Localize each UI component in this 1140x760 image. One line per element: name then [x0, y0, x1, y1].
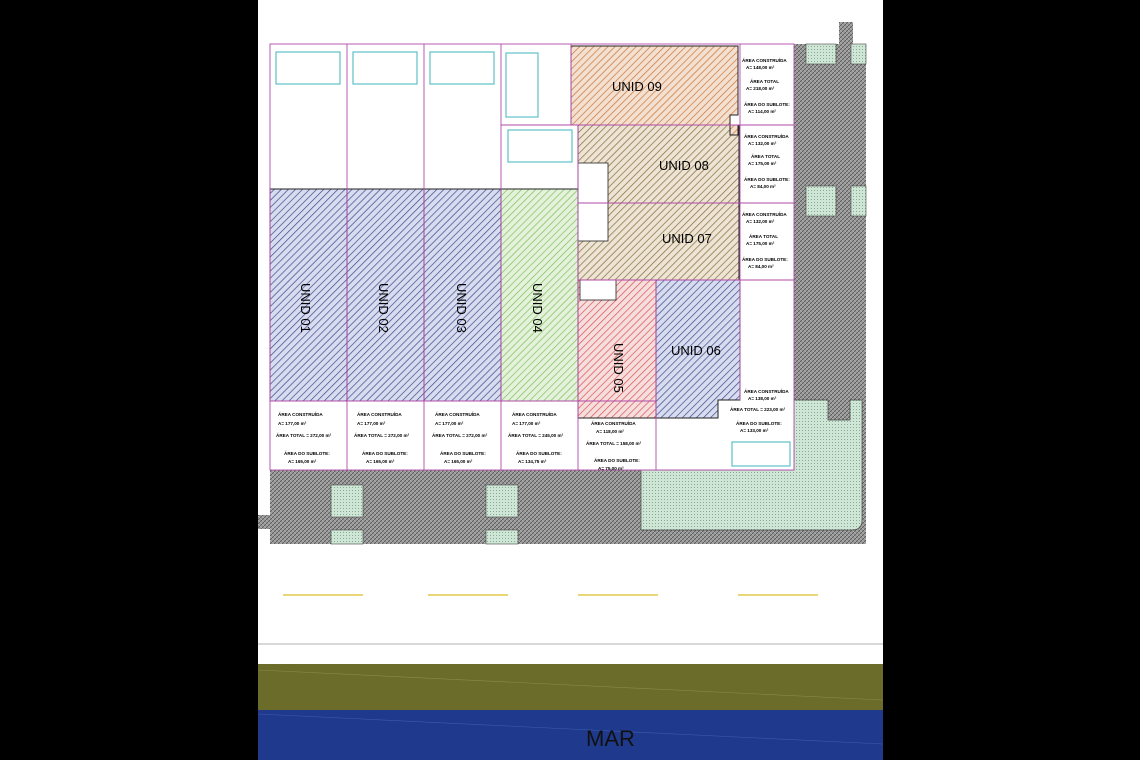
garden-box: [331, 485, 363, 517]
unit-06-label: UNID 06: [671, 343, 721, 358]
site-plan-drawing: [258, 0, 883, 760]
unit-07-built-value: A= 132,00 m²: [746, 219, 775, 224]
unit-06-sublot-value: A= 133,00 m²: [740, 428, 769, 433]
unit-01-sublot-value: A= 165,00 m²: [288, 459, 317, 464]
garden-box: [851, 186, 866, 216]
unit-07-built-label: ÁREA CONSTRUÍDA: [742, 212, 787, 217]
unit-06-built-label: ÁREA CONSTRUÍDA: [744, 389, 789, 394]
unit-09-sublot-label: ÁREA DO SUBLOTE:: [744, 102, 790, 107]
unit-08-total-value: A= 175,00 m²: [748, 161, 777, 166]
unit-06-sublot-label: ÁREA DO SUBLOTE:: [736, 421, 782, 426]
paving-top-notch: [839, 22, 853, 46]
unit-08-patio: [578, 163, 608, 241]
unit-02-sublot-label: ÁREA DO SUBLOTE:: [362, 451, 408, 456]
unit-08-total-label: ÁREA TOTAL: [751, 154, 781, 159]
unit-09-built-label: ÁREA CONSTRUÍDA: [742, 58, 787, 63]
garden-box: [486, 485, 518, 517]
garden-box: [851, 44, 866, 64]
unit-07-label: UNID 07: [662, 231, 712, 246]
unit-05-sublot-value: A= 75,00 m²: [598, 466, 624, 471]
unit-02-built-label: ÁREA CONSTRUÍDA: [357, 412, 402, 417]
unit-03-built-value: A= 177,00 m²: [435, 421, 464, 426]
unit-07-sublot-value: A= 84,00 m²: [748, 264, 774, 269]
unit-01-built-label: ÁREA CONSTRUÍDA: [278, 412, 323, 417]
unit-02-label: UNID 02: [376, 283, 391, 333]
unit-03-total: ÁREA TOTAL = 272,00 m²: [432, 433, 488, 438]
unit-05-label: UNID 05: [611, 343, 626, 393]
unit-04-total: ÁREA TOTAL = 245,00 m²: [508, 433, 564, 438]
unit-01-built-value: A= 177,00 m²: [278, 421, 307, 426]
unit-06-built-value: A= 138,00 m²: [748, 396, 777, 401]
unit-09-total-label: ÁREA TOTAL: [750, 79, 780, 84]
unit-04-built-label: ÁREA CONSTRUÍDA: [512, 412, 557, 417]
sea: [258, 710, 883, 760]
unit-07-total-value: A= 175,00 m²: [746, 241, 775, 246]
unit-08-sublot-label: ÁREA DO SUBLOTE:: [744, 177, 790, 182]
unit-03-sublot-label: ÁREA DO SUBLOTE:: [440, 451, 486, 456]
unit-01-total: ÁREA TOTAL = 272,00 m²: [276, 433, 332, 438]
unit-01-label: UNID 01: [298, 283, 313, 333]
garden-box: [806, 44, 836, 64]
unit-07-total-label: ÁREA TOTAL: [749, 234, 779, 239]
unit-02-sublot-value: A= 165,00 m²: [366, 459, 395, 464]
sea-label: MAR: [586, 726, 635, 751]
unit-05-built-label: ÁREA CONSTRUÍDA: [591, 421, 636, 426]
paving-left-notch: [258, 515, 270, 529]
unit-05-sublot-label: ÁREA DO SUBLOTE:: [594, 458, 640, 463]
unit-03-built-label: ÁREA CONSTRUÍDA: [435, 412, 480, 417]
road: [258, 595, 883, 644]
unit-05-built-value: A= 118,00 m²: [596, 429, 624, 434]
unit-06-total: ÁREA TOTAL = 223,00 m²: [730, 407, 786, 412]
beach-strip: [258, 664, 883, 710]
garden-box: [806, 186, 836, 216]
unit-04-built-value: A= 177,00 m²: [512, 421, 541, 426]
unit-09-built-value: A= 148,00 m²: [746, 65, 775, 70]
garden-box: [486, 530, 518, 544]
unit-05-total: ÁREA TOTAL = 158,00 m²: [586, 441, 642, 446]
garden-box: [331, 530, 363, 544]
unit-09-sublot-value: A= 114,00 m²: [748, 109, 776, 114]
unit-03-sublot-value: A= 165,00 m²: [444, 459, 473, 464]
site-plan-sheet: [258, 0, 883, 760]
unit-01-sublot-label: ÁREA DO SUBLOTE:: [284, 451, 330, 456]
unit-04-sublot-value: A= 134,75 m²: [518, 459, 547, 464]
unit-08-built-label: ÁREA CONSTRUÍDA: [744, 134, 789, 139]
unit-02-built-value: A= 177,00 m²: [357, 421, 386, 426]
unit-08-sublot-value: A= 84,00 m²: [750, 184, 776, 189]
unit-04-sublot-label: ÁREA DO SUBLOTE:: [516, 451, 562, 456]
unit-08-built-value: A= 132,00 m²: [748, 141, 777, 146]
unit-08-label: UNID 08: [659, 158, 709, 173]
unit-09-total-value: A= 218,00 m²: [746, 86, 775, 91]
unit-04-label: UNID 04: [530, 283, 545, 333]
unit-07-sublot-label: ÁREA DO SUBLOTE:: [742, 257, 788, 262]
unit-05-patio: [580, 280, 616, 300]
unit-09-label: UNID 09: [612, 79, 662, 94]
unit-02-total: ÁREA TOTAL = 272,00 m²: [354, 433, 410, 438]
unit-03-label: UNID 03: [454, 283, 469, 333]
